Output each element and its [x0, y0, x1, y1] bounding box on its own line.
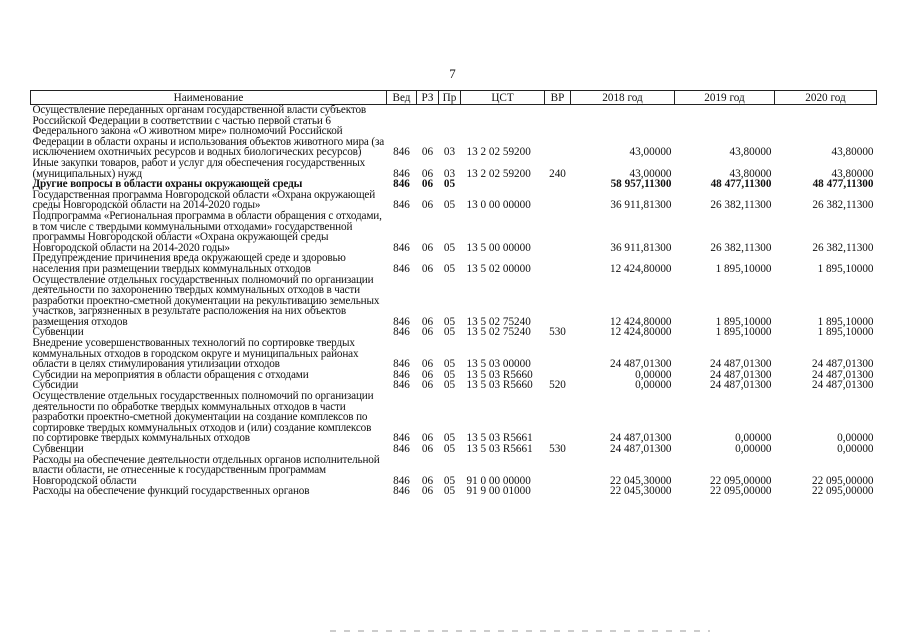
row-ved: 846 [393, 379, 410, 392]
row-pr: 05 [443, 432, 456, 445]
row-ved: 846 [393, 146, 410, 159]
header-2019: 2019 год [675, 91, 775, 105]
row-rz: 06 [421, 178, 434, 191]
row-2020: 22 095,00000 [811, 485, 874, 498]
row-pr: 05 [443, 474, 456, 487]
row-2018: 58 957,11300 [610, 178, 672, 191]
row-pr: 05 [443, 443, 456, 455]
row-2019: 43,80000 [729, 146, 772, 159]
table-row [31, 275, 877, 328]
header-vr: ВР [545, 91, 571, 105]
row-2018: 43,00000 [629, 167, 672, 180]
row-pr: 05 [443, 262, 456, 275]
row-2018: 36 911,81300 [610, 199, 672, 212]
page-number: 7 [449, 66, 456, 81]
row-vr [545, 391, 571, 444]
table-row [31, 391, 877, 444]
row-2019: 1 895,10000 [715, 262, 772, 275]
header-rz: РЗ [417, 91, 439, 105]
row-rz: 06 [421, 358, 434, 371]
row-cst: 13 5 03 R5660 [466, 368, 533, 381]
row-pr: 05 [443, 241, 456, 254]
row-rz: 06 [421, 368, 434, 381]
row-ved: 846 [393, 432, 410, 445]
row-2018: 24 487,01300 [609, 358, 672, 371]
row-name: Внедрение усовершенствованных технологий по сортировке твердых коммунальных отходов в городском округе и муниципальных районах области в целях стимулирования утилизации отходов [32, 337, 359, 371]
row-2020: 48 477,11300 [812, 178, 874, 191]
row-2019: 43,80000 [729, 167, 772, 180]
row-2019: 0,00000 [735, 443, 772, 455]
row-ved: 846 [393, 241, 410, 254]
row-rz: 06 [421, 474, 434, 487]
row-rz: 06 [421, 146, 434, 159]
row-rz: 06 [421, 315, 434, 328]
row-name: Осуществление отдельных государственных полномочий по организации деятельности по захоронению твердых коммунальных отходов в части разработки проектно-сметной документации на рекультивацию земельных участков, загрязненных в результате расположения на них объектов размещения отходов [32, 273, 380, 328]
row-rz: 06 [421, 485, 434, 498]
table-row [31, 253, 877, 274]
row-2018: 43,00000 [629, 146, 672, 159]
row-name: Субвенции [32, 326, 84, 339]
row-pr: 05 [443, 315, 456, 328]
row-vr: 520 [549, 379, 566, 392]
row-2018: 24 487,01300 [609, 443, 672, 455]
row-2020: 1 895,10000 [817, 262, 874, 275]
row-ved: 846 [393, 485, 410, 498]
row-cst: 91 0 00 00000 [466, 474, 531, 487]
row-2019: 22 095,00000 [709, 474, 772, 487]
row-ved: 846 [393, 474, 410, 487]
row-ved: 846 [393, 199, 410, 212]
row-2020: 26 382,11300 [812, 241, 874, 254]
row-cst: 13 2 02 59200 [466, 146, 531, 159]
row-2019: 0,00000 [735, 432, 772, 445]
header-ved: Вед [387, 91, 417, 105]
row-pr: 03 [443, 167, 456, 180]
table-row [31, 105, 877, 158]
row-rz: 06 [421, 379, 434, 392]
row-pr: 05 [443, 368, 456, 381]
row-vr [545, 179, 571, 190]
row-2019: 1 895,10000 [715, 315, 772, 328]
row-2020: 24 487,01300 [811, 379, 874, 392]
table-row [31, 444, 877, 455]
row-pr: 05 [443, 358, 456, 371]
row-2018: 22 045,30000 [609, 474, 672, 487]
row-pr: 05 [443, 379, 456, 392]
row-pr: 05 [443, 199, 456, 212]
row-cst: 13 5 03 00000 [466, 358, 531, 371]
row-rz: 06 [421, 432, 434, 445]
row-2018: 12 424,80000 [609, 262, 672, 275]
row-2019: 24 487,01300 [709, 379, 772, 392]
row-cst: 13 5 03 R5661 [466, 432, 533, 445]
row-vr [545, 211, 571, 253]
header-cst: ЦСТ [461, 91, 545, 105]
row-2020: 1 895,10000 [817, 315, 874, 328]
row-rz: 06 [421, 167, 434, 180]
row-2020: 0,00000 [837, 432, 874, 445]
row-name: Субсидии [32, 379, 79, 392]
row-pr: 05 [443, 485, 456, 498]
row-2020: 0,00000 [837, 443, 874, 455]
row-cst: 91 9 00 01000 [466, 485, 531, 498]
row-ved: 846 [393, 326, 410, 339]
row-2020: 43,80000 [831, 146, 874, 159]
row-cst [461, 179, 545, 190]
row-rz: 06 [421, 199, 434, 212]
row-2020: 1 895,10000 [817, 326, 874, 339]
row-rz: 06 [421, 326, 434, 339]
row-name: Предупреждение причинения вреда окружающей среде и здоровью населения при размещении твердых коммунальных отходов [32, 252, 346, 275]
header-2018: 2018 год [571, 91, 675, 105]
row-vr: 530 [549, 326, 566, 339]
row-vr: 240 [549, 167, 566, 180]
row-2020: 43,80000 [831, 167, 874, 180]
row-2018: 22 045,30000 [609, 485, 672, 498]
row-rz: 06 [421, 443, 434, 455]
row-ved: 846 [393, 167, 410, 180]
table-row [31, 211, 877, 253]
table-row [31, 486, 877, 497]
row-2020: 24 487,01300 [811, 368, 874, 381]
row-2019: 1 895,10000 [715, 326, 772, 339]
row-name: Субвенции [32, 443, 84, 455]
row-2019: 22 095,00000 [709, 485, 772, 498]
row-cst: 13 5 03 R5660 [466, 379, 533, 392]
row-name: Подпрограмма «Региональная программа в области обращения с отходами, в том числе с твердыми коммунальными отходами» государственной программы Новгородской области «Охрана окружающей среды Новгородской области на 2014-2020 годы» [32, 209, 382, 254]
row-vr [545, 455, 571, 487]
row-name: Государственная программа Новгородской области «Охрана окружающей среды Новгородской области на 2014-2020 годы» [32, 188, 376, 212]
table-row [31, 158, 877, 179]
row-cst: 13 0 00 00000 [466, 199, 531, 212]
row-2020: 22 095,00000 [811, 474, 874, 487]
row-ved: 846 [393, 315, 410, 328]
row-cst: 13 5 03 R5661 [466, 443, 533, 455]
row-ved: 846 [393, 443, 410, 455]
row-ved: 846 [393, 262, 410, 275]
row-pr: 05 [443, 326, 456, 339]
row-cst: 13 5 02 75240 [466, 326, 531, 339]
table-header-row [31, 91, 877, 105]
row-2019: 26 382,11300 [710, 199, 772, 212]
row-cst: 13 2 02 59200 [466, 167, 531, 180]
row-vr: 530 [549, 443, 566, 455]
row-vr [545, 338, 571, 370]
table-row [31, 190, 877, 211]
row-2019: 24 487,01300 [709, 358, 772, 371]
row-2019: 26 382,11300 [710, 241, 772, 254]
row-vr [545, 486, 571, 497]
row-pr: 03 [443, 146, 456, 159]
row-name: Иные закупки товаров, работ и услуг для обеспечения государственных (муниципальных) нужд [32, 156, 366, 180]
row-name: Расходы на обеспечение функций государственных органов [32, 485, 310, 498]
row-cst: 13 5 02 75240 [466, 315, 531, 328]
header-name: Наименование [31, 91, 387, 105]
header-pr: Пр [439, 91, 461, 105]
row-ved: 846 [393, 368, 410, 381]
row-vr [545, 275, 571, 328]
scan-artifact [330, 630, 710, 632]
table-row [31, 455, 877, 487]
header-2020: 2020 год [775, 91, 877, 105]
row-rz: 06 [421, 241, 434, 254]
row-2020: 24 487,01300 [811, 358, 874, 371]
row-name: Субсидии на мероприятия в области обращения с отходами [32, 368, 309, 381]
row-vr [545, 253, 571, 274]
row-cst: 13 5 00 00000 [466, 241, 531, 254]
row-2018: 0,00000 [635, 368, 672, 381]
row-name: Осуществление отдельных государственных полномочий по организации деятельности по обработке твердых коммунальных отходов в части разработки проектно-сметной документации на создание комплексов по сортировке твердых коммунальных отходов и (или) создание комплексов по сортировке твердых коммунальных отходов [32, 390, 374, 445]
row-ved: 846 [393, 178, 410, 191]
row-2019: 48 477,11300 [710, 178, 772, 191]
row-rz: 06 [421, 262, 434, 275]
table-row [31, 338, 877, 370]
row-pr: 05 [443, 178, 456, 191]
row-2018: 0,00000 [635, 379, 672, 392]
row-2018: 36 911,81300 [610, 241, 672, 254]
row-name: Расходы на обеспечение деятельности отдельных органов исполнительной власти области, не отнесенные к государственным программам Новгородской области [32, 453, 380, 487]
row-vr [545, 105, 571, 158]
row-cst: 13 5 02 00000 [466, 262, 531, 275]
row-2019: 24 487,01300 [709, 368, 772, 381]
row-2018: 24 487,01300 [609, 432, 672, 445]
row-name: Осуществление переданных органам государственной власти субъектов Российской Федерации в соответствии с частью первой статьи 6 Федерального закона «О животном мире» полномочий Российской Федерации в области охраны и использования объектов животного мира (за исключением охотничьих ресурсов и водных биологических ресурсов) [32, 104, 385, 159]
row-2018: 12 424,80000 [609, 326, 672, 339]
row-ved: 846 [393, 358, 410, 371]
row-vr [545, 190, 571, 211]
row-name: Другие вопросы в области охраны окружающей среды [32, 178, 303, 191]
row-2018: 12 424,80000 [609, 315, 672, 328]
budget-table [30, 90, 877, 497]
row-2020: 26 382,11300 [812, 199, 874, 212]
